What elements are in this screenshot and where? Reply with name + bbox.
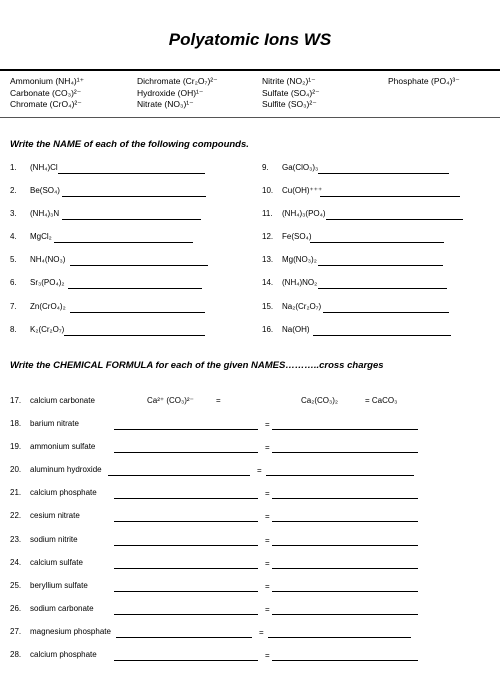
question-row bbox=[10, 325, 64, 334]
question-row bbox=[10, 209, 59, 218]
reference-top-rule bbox=[0, 69, 500, 71]
example-crossed-formula: Ca₂(CO₃)₂ bbox=[301, 396, 339, 405]
question-number: 9. bbox=[262, 163, 269, 172]
answer-blank[interactable] bbox=[310, 242, 444, 243]
compound-formula: NH₄(NO₃) bbox=[30, 255, 66, 264]
equals-sign: = bbox=[265, 489, 270, 498]
question-number: 4. bbox=[10, 232, 17, 241]
equals-sign: = bbox=[265, 559, 270, 568]
question-row bbox=[262, 232, 312, 241]
question-number: 18. bbox=[10, 419, 22, 428]
answer-blank[interactable] bbox=[326, 219, 463, 220]
compound-name: calcium carbonate bbox=[30, 396, 95, 405]
compound-formula: Fe(SO₄) bbox=[282, 232, 312, 241]
equals-sign: = bbox=[257, 466, 262, 475]
question-number: 6. bbox=[10, 278, 17, 287]
question-row bbox=[262, 163, 318, 172]
answer-blank[interactable] bbox=[54, 242, 193, 243]
question-number: 8. bbox=[10, 325, 17, 334]
question-row bbox=[262, 255, 317, 264]
question-number: 5. bbox=[10, 255, 17, 264]
equals-sign: = bbox=[216, 396, 221, 405]
reference-ion: Nitrate (NO₃)¹⁻ bbox=[137, 99, 194, 109]
compound-name: sodium carbonate bbox=[30, 604, 94, 613]
question-number: 28. bbox=[10, 650, 22, 659]
reference-bottom-rule bbox=[0, 117, 500, 118]
ion-blank[interactable] bbox=[114, 498, 258, 499]
example-final-formula: = CaCO₃ bbox=[365, 396, 398, 405]
question-number: 22. bbox=[10, 511, 22, 520]
compound-name: aluminum hydroxide bbox=[30, 465, 102, 474]
question-row bbox=[10, 163, 58, 172]
compound-formula: Mg(NO₃)₂ bbox=[282, 255, 317, 264]
question-number: 2. bbox=[10, 186, 17, 195]
question-row bbox=[10, 255, 65, 264]
reference-column-3 bbox=[262, 76, 320, 111]
equals-sign: = bbox=[265, 536, 270, 545]
question-number: 17. bbox=[10, 396, 22, 405]
answer-blank[interactable] bbox=[318, 173, 449, 174]
compound-name: beryllium sulfate bbox=[30, 581, 88, 590]
answer-blank[interactable] bbox=[58, 173, 205, 174]
formula-blank[interactable] bbox=[266, 475, 414, 476]
reference-ion: Phosphate (PO₄)³⁻ bbox=[388, 76, 460, 86]
ion-blank[interactable] bbox=[114, 568, 258, 569]
ion-blank[interactable] bbox=[108, 475, 250, 476]
equals-sign: = bbox=[265, 420, 270, 429]
question-row bbox=[10, 186, 60, 195]
reference-column-1 bbox=[10, 76, 84, 111]
ion-blank[interactable] bbox=[114, 429, 258, 430]
answer-blank[interactable] bbox=[70, 312, 205, 313]
answer-blank[interactable] bbox=[320, 196, 460, 197]
compound-name: magnesium phosphate bbox=[30, 627, 111, 636]
question-row bbox=[10, 558, 83, 567]
answer-blank[interactable] bbox=[318, 265, 443, 266]
question-row bbox=[10, 650, 97, 659]
question-number: 15. bbox=[262, 302, 274, 311]
compound-name: calcium phosphate bbox=[30, 650, 97, 659]
reference-ion: Sulfate (SO₄)²⁻ bbox=[262, 87, 320, 98]
reference-ion: Nitrite (NO₂)¹⁻ bbox=[262, 76, 316, 86]
ion-blank[interactable] bbox=[114, 614, 258, 615]
question-number: 14. bbox=[262, 278, 274, 287]
compound-name: calcium sulfate bbox=[30, 558, 83, 567]
ion-blank[interactable] bbox=[114, 545, 258, 546]
question-number: 27. bbox=[10, 627, 22, 636]
compound-formula: Na(OH) bbox=[282, 325, 310, 334]
compound-formula: (NH₄)NO₂ bbox=[282, 278, 318, 287]
question-number: 7. bbox=[10, 302, 17, 311]
example-ions: Ca²⁺ (CO₃)²⁻ bbox=[147, 396, 194, 405]
answer-blank[interactable] bbox=[62, 196, 206, 197]
question-number: 11. bbox=[262, 209, 273, 218]
answer-blank[interactable] bbox=[64, 335, 205, 336]
compound-name: sodium nitrite bbox=[30, 535, 78, 544]
reference-ion: Dichromate (Cr₂O₇)²⁻ bbox=[137, 76, 218, 86]
equals-sign: = bbox=[265, 605, 270, 614]
answer-blank[interactable] bbox=[313, 335, 451, 336]
formula-blank[interactable] bbox=[272, 498, 418, 499]
question-number: 26. bbox=[10, 604, 22, 613]
question-number: 24. bbox=[10, 558, 22, 567]
question-row bbox=[10, 232, 52, 241]
compound-formula: Sr₃(PO₄)₂ bbox=[30, 278, 65, 287]
compound-name: ammonium sulfate bbox=[30, 442, 96, 451]
question-row bbox=[10, 604, 94, 613]
question-number: 23. bbox=[10, 535, 22, 544]
compound-formula: Cu(OH)⁺⁺⁺ bbox=[282, 186, 323, 195]
formula-blank[interactable] bbox=[272, 545, 418, 546]
ion-blank[interactable] bbox=[116, 637, 252, 638]
equals-sign: = bbox=[259, 628, 264, 637]
compound-formula: Na₂(Cr₂O₇) bbox=[282, 302, 322, 311]
formula-blank[interactable] bbox=[272, 591, 418, 592]
question-row bbox=[10, 465, 102, 474]
answer-blank[interactable] bbox=[323, 312, 449, 313]
reference-ion: Ammonium (NH₄)¹⁺ bbox=[10, 76, 85, 86]
worksheet-title: Polyatomic Ions WS bbox=[168, 30, 332, 49]
compound-name: cesium nitrate bbox=[30, 511, 80, 520]
question-row bbox=[262, 186, 322, 195]
compound-formula: Zn(CrO₄)₂ bbox=[30, 302, 66, 311]
formula-blank[interactable] bbox=[268, 637, 411, 638]
compound-formula: Ga(ClO₃)₃ bbox=[282, 163, 319, 172]
question-row bbox=[262, 209, 326, 218]
question-number: 25. bbox=[10, 581, 22, 590]
question-number: 10. bbox=[262, 186, 274, 195]
question-row bbox=[10, 511, 80, 520]
reference-column-2 bbox=[137, 76, 218, 111]
question-row bbox=[10, 488, 97, 497]
compound-formula: K₂(Cr₂O₇) bbox=[30, 325, 65, 334]
reference-ion: Carbonate (CO₃)²⁻ bbox=[10, 87, 82, 98]
equals-sign: = bbox=[265, 443, 270, 452]
question-row bbox=[10, 442, 95, 451]
equals-sign: = bbox=[265, 582, 270, 591]
ion-blank[interactable] bbox=[114, 452, 258, 453]
compound-name: barium nitrate bbox=[30, 419, 79, 428]
equals-sign: = bbox=[265, 651, 270, 660]
compound-formula: MgCl₂ bbox=[30, 232, 52, 241]
reference-ion: Sulfite (SO₃)²⁻ bbox=[262, 99, 317, 109]
reference-ion: Chromate (CrO₄)²⁻ bbox=[10, 99, 82, 109]
question-row bbox=[262, 325, 310, 334]
compound-formula: (NH₄)₃(PO₄) bbox=[282, 209, 326, 218]
question-number: 19. bbox=[10, 442, 22, 451]
ion-blank[interactable] bbox=[114, 521, 258, 522]
formula-blank[interactable] bbox=[272, 660, 418, 661]
formula-blank[interactable] bbox=[272, 614, 418, 615]
question-number: 13. bbox=[262, 255, 274, 264]
formula-blank[interactable] bbox=[272, 429, 418, 430]
question-row bbox=[262, 302, 321, 311]
section-formula-heading: Write the CHEMICAL FORMULA for each of the given NAMES………..cross charges bbox=[10, 360, 384, 371]
formula-blank[interactable] bbox=[272, 521, 418, 522]
answer-blank[interactable] bbox=[68, 288, 202, 289]
compound-name: calcium phosphate bbox=[30, 488, 97, 497]
question-row bbox=[262, 278, 317, 287]
question-row bbox=[10, 535, 78, 544]
compound-formula: Be(SO₄) bbox=[30, 186, 60, 195]
compound-formula: (NH₄)Cl bbox=[30, 163, 58, 172]
question-number: 20. bbox=[10, 465, 22, 474]
question-number: 1. bbox=[10, 163, 17, 172]
formula-blank[interactable] bbox=[272, 452, 418, 453]
formula-blank[interactable] bbox=[272, 568, 418, 569]
answer-blank[interactable] bbox=[318, 288, 447, 289]
question-row bbox=[10, 419, 79, 428]
ion-blank[interactable] bbox=[114, 591, 258, 592]
question-row bbox=[10, 581, 88, 590]
reference-column-4 bbox=[388, 76, 460, 88]
ion-blank[interactable] bbox=[114, 660, 258, 661]
question-number: 21. bbox=[10, 488, 22, 497]
answer-blank[interactable] bbox=[62, 219, 201, 220]
question-number: 12. bbox=[262, 232, 274, 241]
question-number: 3. bbox=[10, 209, 17, 218]
reference-ion: Hydroxide (OH)¹⁻ bbox=[137, 87, 204, 98]
question-row bbox=[10, 627, 111, 636]
answer-blank[interactable] bbox=[70, 265, 208, 266]
section-name-heading: Write the NAME of each of the following compounds. bbox=[10, 139, 249, 150]
equals-sign: = bbox=[265, 512, 270, 521]
question-row bbox=[10, 302, 66, 311]
question-number: 16. bbox=[262, 325, 274, 334]
question-row bbox=[10, 278, 65, 287]
compound-formula: (NH₄)₃N bbox=[30, 209, 60, 218]
